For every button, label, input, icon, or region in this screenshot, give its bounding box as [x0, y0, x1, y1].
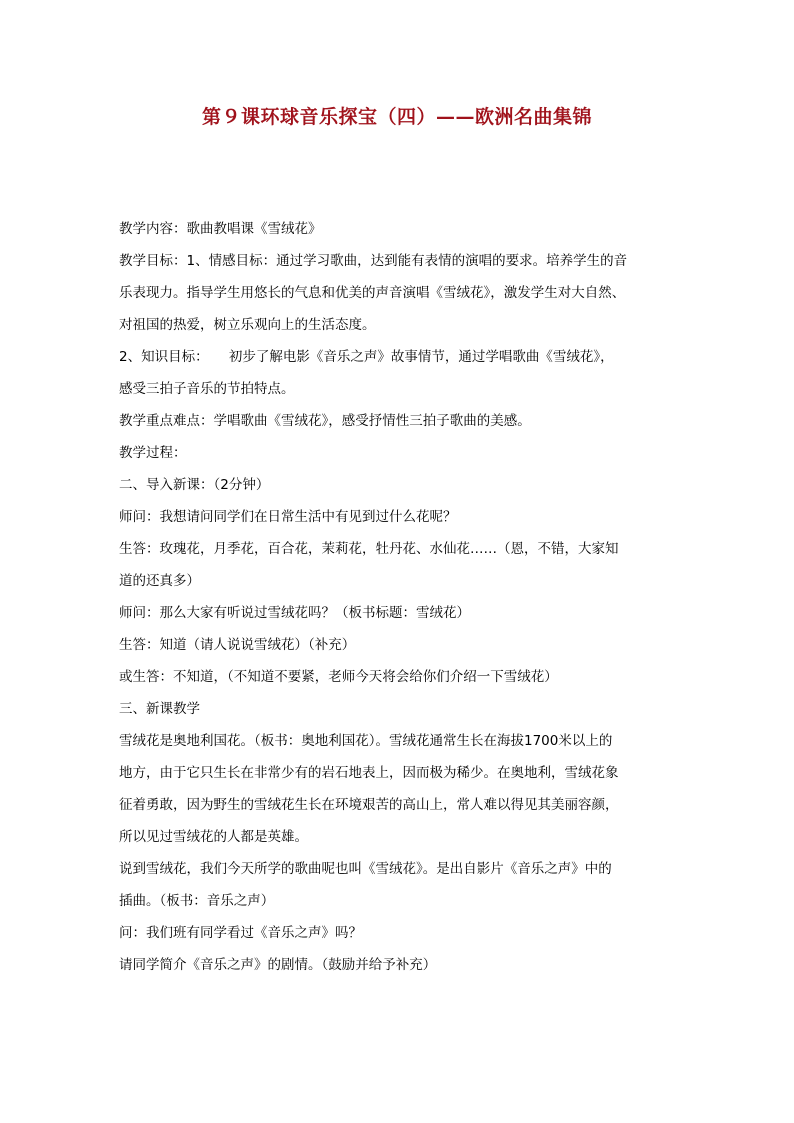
text-line: 或生答：不知道，（不知道不要紧，老师今天将会给你们介绍一下雪绒花）: [119, 669, 558, 685]
text-line: 教学内容：歌曲教唱课《雪绒花》: [119, 221, 322, 237]
text-line: 地方，由于它只生长在非常少有的岩石地表上，因而极为稀少。在奥地利，雪绒花象: [119, 765, 619, 781]
text-line: 说到雪绒花，我们今天所学的歌曲呢也叫《雪绒花》。是出自影片《音乐之声》中的: [119, 861, 612, 877]
text-line: 教学目标：1、情感目标：通过学习歌曲，达到能有表情的演唱的要求。培养学生的音: [119, 253, 628, 269]
text-line: 雪绒花是奥地利国花。（板书：奥地利国花）。雪绒花通常生长在海拔1700米以上的: [119, 733, 613, 749]
text-line: 师问：我想请问同学们在日常生活中有见到过什么花呢？: [119, 509, 457, 525]
text-line: 2、知识目标： 初步了解电影《音乐之声》故事情节，通过学唱歌曲《雪绒花》，: [119, 349, 614, 365]
text-line: 道的还真多）: [119, 573, 200, 589]
text-line: 教学重点难点：学唱歌曲《雪绒花》，感受抒情性三拍子歌曲的美感。: [119, 413, 531, 429]
text-line: 三、新课教学: [119, 701, 200, 717]
text-line: 乐表现力。指导学生用悠长的气息和优美的声音演唱《雪绒花》，激发学生对大自然、: [119, 285, 626, 301]
text-line: 所以见过雪绒花的人都是英雄。: [119, 829, 308, 845]
page-title: 第９课环球音乐探宝（四）——欧洲名曲集锦: [201, 106, 592, 128]
document-body: [119, 213, 689, 981]
text-line: 生答：知道（请人说说雪绒花）（补充）: [119, 637, 356, 653]
text-line: 二、导入新课：（2分钟）: [119, 477, 270, 493]
text-line: 教学过程：: [119, 445, 187, 461]
text-line: 生答：玫瑰花，月季花，百合花，茉莉花，牡丹花、水仙花……（恩，不错，大家知: [119, 541, 619, 557]
text-line: 对祖国的热爱，树立乐观向上的生活态度。: [119, 317, 376, 333]
text-line: 插曲。（板书：音乐之声）: [119, 893, 275, 909]
text-line: 问：我们班有同学看过《音乐之声》吗？: [119, 925, 362, 941]
text-line: 师问：那么大家有听说过雪绒花吗？（板书标题：雪绒花）: [119, 605, 470, 621]
text-line: 请同学简介《音乐之声》的剧情。（鼓励并给予补充）: [119, 957, 437, 973]
text-line: 感受三拍子音乐的节拍特点。: [119, 381, 295, 397]
text-line: 征着勇敢，因为野生的雪绒花生长在环境艰苦的高山上，常人难以得见其美丽容颜，: [119, 797, 619, 813]
